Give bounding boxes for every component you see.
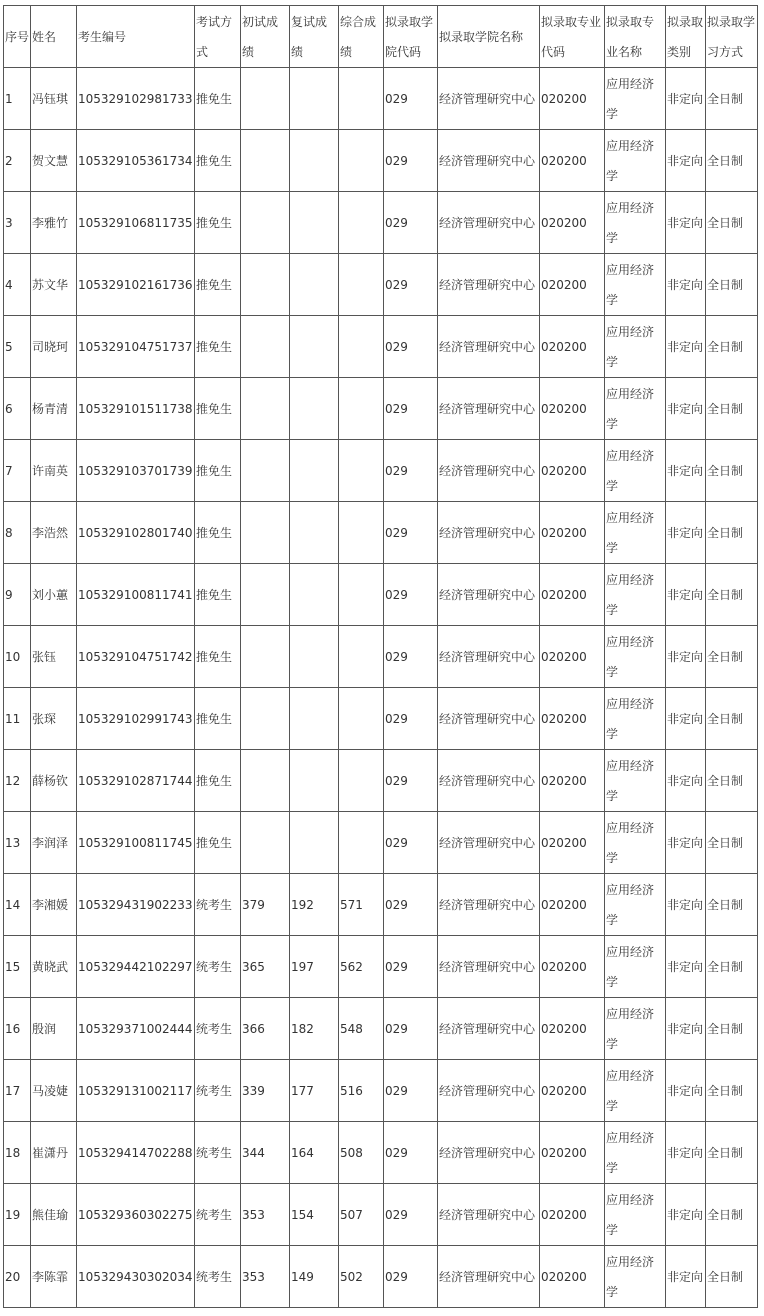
header-cell: 拟录取专业名称 [605, 6, 666, 68]
table-cell: 105329102871744 [77, 750, 195, 812]
table-cell: 崔潇丹 [31, 1122, 77, 1184]
table-cell [290, 254, 339, 316]
table-cell: 197 [290, 936, 339, 998]
table-cell: 非定向 [666, 378, 706, 440]
table-cell: 029 [384, 254, 438, 316]
table-cell: 全日制 [706, 130, 758, 192]
table-cell: 非定向 [666, 626, 706, 688]
table-cell: 7 [4, 440, 31, 502]
table-cell: 8 [4, 502, 31, 564]
table-cell: 经济管理研究中心 [438, 440, 540, 502]
table-cell: 105329106811735 [77, 192, 195, 254]
header-row [4, 6, 758, 68]
table-cell: 应用经济学 [605, 626, 666, 688]
table-cell [241, 68, 290, 130]
table-cell: 经济管理研究中心 [438, 688, 540, 750]
table-cell: 统考生 [195, 1060, 241, 1122]
table-cell: 020200 [540, 130, 605, 192]
table-cell [241, 626, 290, 688]
table-cell: 339 [241, 1060, 290, 1122]
table-row [4, 936, 758, 998]
table-cell: 516 [339, 1060, 384, 1122]
table-cell: 全日制 [706, 502, 758, 564]
table-cell [339, 564, 384, 626]
table-cell [339, 688, 384, 750]
table-cell: 164 [290, 1122, 339, 1184]
table-cell: 020200 [540, 936, 605, 998]
table-cell: 推免生 [195, 564, 241, 626]
table-cell: 全日制 [706, 1122, 758, 1184]
table-cell: 推免生 [195, 440, 241, 502]
table-cell: 经济管理研究中心 [438, 750, 540, 812]
table-cell: 029 [384, 998, 438, 1060]
table-cell: 经济管理研究中心 [438, 626, 540, 688]
table-cell: 16 [4, 998, 31, 1060]
table-cell: 17 [4, 1060, 31, 1122]
table-row [4, 750, 758, 812]
table-cell [290, 378, 339, 440]
table-cell: 薛杨钦 [31, 750, 77, 812]
table-row [4, 316, 758, 378]
table-cell: 应用经济学 [605, 998, 666, 1060]
table-cell [290, 192, 339, 254]
table-cell: 020200 [540, 626, 605, 688]
table-cell: 推免生 [195, 688, 241, 750]
table-cell: 应用经济学 [605, 874, 666, 936]
table-cell: 应用经济学 [605, 936, 666, 998]
table-cell: 非定向 [666, 936, 706, 998]
table-cell: 经济管理研究中心 [438, 130, 540, 192]
table-cell: 应用经济学 [605, 192, 666, 254]
table-cell: 029 [384, 626, 438, 688]
table-cell: 13 [4, 812, 31, 874]
table-cell: 马凌婕 [31, 1060, 77, 1122]
table-cell: 6 [4, 378, 31, 440]
header-cell: 序号 [4, 6, 31, 68]
table-cell: 105329102801740 [77, 502, 195, 564]
table-cell: 经济管理研究中心 [438, 316, 540, 378]
table-cell: 非定向 [666, 998, 706, 1060]
table-cell: 统考生 [195, 1184, 241, 1246]
table-cell [290, 626, 339, 688]
table-cell [339, 812, 384, 874]
table-cell: 353 [241, 1246, 290, 1308]
table-cell: 全日制 [706, 1060, 758, 1122]
table-cell: 经济管理研究中心 [438, 378, 540, 440]
table-row [4, 1246, 758, 1308]
table-cell: 029 [384, 750, 438, 812]
header-cell: 姓名 [31, 6, 77, 68]
table-cell: 029 [384, 1246, 438, 1308]
table-cell: 非定向 [666, 440, 706, 502]
table-cell: 182 [290, 998, 339, 1060]
table-cell [290, 316, 339, 378]
table-cell: 020200 [540, 316, 605, 378]
table-cell [339, 316, 384, 378]
table-cell: 020200 [540, 192, 605, 254]
table-cell: 18 [4, 1122, 31, 1184]
header-cell: 拟录取学院代码 [384, 6, 438, 68]
table-cell: 029 [384, 874, 438, 936]
table-cell [339, 626, 384, 688]
table-cell: 殷润 [31, 998, 77, 1060]
table-row [4, 254, 758, 316]
table-cell: 全日制 [706, 1184, 758, 1246]
table-cell: 366 [241, 998, 290, 1060]
header-cell: 复试成绩 [290, 6, 339, 68]
table-cell: 105329104751737 [77, 316, 195, 378]
table-cell: 029 [384, 1184, 438, 1246]
table-cell: 非定向 [666, 688, 706, 750]
table-cell: 029 [384, 68, 438, 130]
table-cell [241, 564, 290, 626]
table-cell: 推免生 [195, 192, 241, 254]
table-cell: 029 [384, 688, 438, 750]
table-cell: 020200 [540, 440, 605, 502]
table-cell: 杨青清 [31, 378, 77, 440]
table-cell: 应用经济学 [605, 688, 666, 750]
table-cell: 经济管理研究中心 [438, 1184, 540, 1246]
table-cell: 推免生 [195, 254, 241, 316]
table-cell: 全日制 [706, 750, 758, 812]
table-cell: 020200 [540, 502, 605, 564]
table-cell: 149 [290, 1246, 339, 1308]
table-cell: 统考生 [195, 998, 241, 1060]
table-cell: 105329442102297 [77, 936, 195, 998]
table-cell: 经济管理研究中心 [438, 936, 540, 998]
table-cell: 非定向 [666, 564, 706, 626]
table-cell: 经济管理研究中心 [438, 812, 540, 874]
table-cell: 548 [339, 998, 384, 1060]
table-cell: 推免生 [195, 502, 241, 564]
table-cell: 经济管理研究中心 [438, 1246, 540, 1308]
table-cell [241, 254, 290, 316]
table-cell: 全日制 [706, 564, 758, 626]
table-cell: 非定向 [666, 812, 706, 874]
table-cell: 020200 [540, 564, 605, 626]
table-cell: 029 [384, 192, 438, 254]
table-cell: 全日制 [706, 68, 758, 130]
table-cell: 105329431902233 [77, 874, 195, 936]
table-cell [241, 130, 290, 192]
table-cell: 029 [384, 130, 438, 192]
table-cell: 508 [339, 1122, 384, 1184]
table-cell: 非定向 [666, 316, 706, 378]
table-row [4, 564, 758, 626]
table-cell: 全日制 [706, 254, 758, 316]
header-cell: 拟录取类别 [666, 6, 706, 68]
table-cell: 19 [4, 1184, 31, 1246]
table-cell: 应用经济学 [605, 1122, 666, 1184]
table-cell: 推免生 [195, 626, 241, 688]
table-cell: 105329102981733 [77, 68, 195, 130]
table-cell: 105329105361734 [77, 130, 195, 192]
table-cell: 应用经济学 [605, 440, 666, 502]
admission-table [3, 5, 758, 1308]
header-cell: 拟录取专业代码 [540, 6, 605, 68]
table-cell: 应用经济学 [605, 564, 666, 626]
table-cell: 刘小蕙 [31, 564, 77, 626]
table-cell: 105329371002444 [77, 998, 195, 1060]
table-cell: 非定向 [666, 254, 706, 316]
table-cell: 非定向 [666, 502, 706, 564]
table-cell: 应用经济学 [605, 1060, 666, 1122]
table-cell: 应用经济学 [605, 130, 666, 192]
table-cell: 507 [339, 1184, 384, 1246]
table-cell: 经济管理研究中心 [438, 254, 540, 316]
table-cell: 经济管理研究中心 [438, 1122, 540, 1184]
table-cell: 经济管理研究中心 [438, 998, 540, 1060]
table-cell [241, 812, 290, 874]
table-cell: 应用经济学 [605, 812, 666, 874]
table-cell: 9 [4, 564, 31, 626]
table-cell: 全日制 [706, 936, 758, 998]
table-cell: 推免生 [195, 750, 241, 812]
table-cell: 4 [4, 254, 31, 316]
table-cell: 020200 [540, 1184, 605, 1246]
table-cell: 张琛 [31, 688, 77, 750]
table-cell: 177 [290, 1060, 339, 1122]
table-cell: 全日制 [706, 812, 758, 874]
table-cell: 029 [384, 502, 438, 564]
table-cell: 029 [384, 316, 438, 378]
table-cell: 020200 [540, 68, 605, 130]
table-cell: 571 [339, 874, 384, 936]
table-cell [290, 130, 339, 192]
table-cell: 192 [290, 874, 339, 936]
table-cell: 应用经济学 [605, 378, 666, 440]
table-cell [290, 750, 339, 812]
table-cell [339, 378, 384, 440]
table-cell [241, 192, 290, 254]
table-cell: 李雅竹 [31, 192, 77, 254]
table-cell: 029 [384, 812, 438, 874]
table-cell: 5 [4, 316, 31, 378]
table-cell: 推免生 [195, 68, 241, 130]
table-cell: 非定向 [666, 874, 706, 936]
table-row [4, 440, 758, 502]
table-cell: 020200 [540, 1246, 605, 1308]
table-cell [339, 130, 384, 192]
table-cell: 12 [4, 750, 31, 812]
table-row [4, 192, 758, 254]
table-cell: 应用经济学 [605, 750, 666, 812]
table-cell: 15 [4, 936, 31, 998]
table-cell: 020200 [540, 750, 605, 812]
table-cell: 推免生 [195, 812, 241, 874]
table-cell [339, 750, 384, 812]
table-row [4, 874, 758, 936]
table-cell [290, 502, 339, 564]
table-row [4, 626, 758, 688]
table-cell: 应用经济学 [605, 68, 666, 130]
table-row [4, 502, 758, 564]
table-cell: 非定向 [666, 192, 706, 254]
table-cell [290, 68, 339, 130]
table-cell: 029 [384, 1122, 438, 1184]
table-row [4, 812, 758, 874]
table-cell: 经济管理研究中心 [438, 564, 540, 626]
table-cell: 贺文慧 [31, 130, 77, 192]
table-cell: 统考生 [195, 1122, 241, 1184]
table-cell [241, 440, 290, 502]
table-row [4, 378, 758, 440]
table-cell: 全日制 [706, 1246, 758, 1308]
table-cell: 应用经济学 [605, 1184, 666, 1246]
table-cell: 105329102161736 [77, 254, 195, 316]
table-cell: 统考生 [195, 936, 241, 998]
table-cell: 非定向 [666, 1184, 706, 1246]
table-cell: 502 [339, 1246, 384, 1308]
table-cell: 020200 [540, 1060, 605, 1122]
table-cell: 应用经济学 [605, 502, 666, 564]
table-cell: 353 [241, 1184, 290, 1246]
table-cell: 365 [241, 936, 290, 998]
table-row [4, 1184, 758, 1246]
table-cell [241, 502, 290, 564]
table-cell: 非定向 [666, 750, 706, 812]
table-cell [339, 440, 384, 502]
table-cell: 020200 [540, 1122, 605, 1184]
table-cell [290, 440, 339, 502]
table-cell: 1 [4, 68, 31, 130]
table-cell: 经济管理研究中心 [438, 1060, 540, 1122]
table-cell: 统考生 [195, 1246, 241, 1308]
header-cell: 初试成绩 [241, 6, 290, 68]
table-cell: 许南英 [31, 440, 77, 502]
table-cell: 全日制 [706, 192, 758, 254]
table-cell: 李润泽 [31, 812, 77, 874]
table-row [4, 998, 758, 1060]
table-cell: 020200 [540, 378, 605, 440]
table-row [4, 688, 758, 750]
table-cell: 029 [384, 1060, 438, 1122]
table-cell: 推免生 [195, 316, 241, 378]
table-cell: 全日制 [706, 316, 758, 378]
table-cell: 经济管理研究中心 [438, 192, 540, 254]
table-cell: 应用经济学 [605, 316, 666, 378]
table-cell: 李浩然 [31, 502, 77, 564]
table-cell: 029 [384, 440, 438, 502]
table-cell: 11 [4, 688, 31, 750]
table-cell: 全日制 [706, 688, 758, 750]
table-cell [241, 378, 290, 440]
table-cell: 14 [4, 874, 31, 936]
table-cell: 105329101511738 [77, 378, 195, 440]
table-cell: 非定向 [666, 1060, 706, 1122]
table-cell [339, 502, 384, 564]
table-cell: 379 [241, 874, 290, 936]
table-cell: 562 [339, 936, 384, 998]
table-row [4, 1122, 758, 1184]
table-body [4, 68, 758, 1308]
table-cell: 全日制 [706, 440, 758, 502]
header-cell: 考生编号 [77, 6, 195, 68]
table-cell: 344 [241, 1122, 290, 1184]
table-cell: 全日制 [706, 626, 758, 688]
table-cell: 统考生 [195, 874, 241, 936]
table-cell: 非定向 [666, 1246, 706, 1308]
table-row [4, 130, 758, 192]
table-row [4, 1060, 758, 1122]
table-cell: 应用经济学 [605, 1246, 666, 1308]
table-cell: 非定向 [666, 68, 706, 130]
table-cell: 020200 [540, 254, 605, 316]
table-cell [241, 688, 290, 750]
table-cell: 105329131002117 [77, 1060, 195, 1122]
table-cell: 苏文华 [31, 254, 77, 316]
header-cell: 拟录取学习方式 [706, 6, 758, 68]
header-cell: 考试方式 [195, 6, 241, 68]
header-cell: 拟录取学院名称 [438, 6, 540, 68]
table-cell: 20 [4, 1246, 31, 1308]
table-cell: 非定向 [666, 130, 706, 192]
table-cell [241, 750, 290, 812]
table-cell: 全日制 [706, 378, 758, 440]
table-cell: 3 [4, 192, 31, 254]
table-cell [290, 688, 339, 750]
table-cell: 李陈霏 [31, 1246, 77, 1308]
table-cell: 105329430302034 [77, 1246, 195, 1308]
table-cell [339, 68, 384, 130]
table-cell [290, 564, 339, 626]
table-cell: 029 [384, 564, 438, 626]
table-cell: 10 [4, 626, 31, 688]
table-cell: 105329104751742 [77, 626, 195, 688]
table-cell: 司晓珂 [31, 316, 77, 378]
table-cell: 029 [384, 936, 438, 998]
table-cell: 李湘媛 [31, 874, 77, 936]
table-cell: 020200 [540, 688, 605, 750]
table-cell [339, 254, 384, 316]
table-cell: 经济管理研究中心 [438, 874, 540, 936]
table-cell: 020200 [540, 998, 605, 1060]
table-cell: 105329102991743 [77, 688, 195, 750]
table-cell: 经济管理研究中心 [438, 68, 540, 130]
table-cell [290, 812, 339, 874]
table-cell: 029 [384, 378, 438, 440]
table-cell: 020200 [540, 874, 605, 936]
table-cell: 黄晓武 [31, 936, 77, 998]
table-cell: 105329103701739 [77, 440, 195, 502]
table-cell: 推免生 [195, 130, 241, 192]
table-cell: 105329100811745 [77, 812, 195, 874]
table-cell: 熊佳瑜 [31, 1184, 77, 1246]
table-cell: 154 [290, 1184, 339, 1246]
table-cell: 非定向 [666, 1122, 706, 1184]
table-cell: 105329360302275 [77, 1184, 195, 1246]
table-cell [241, 316, 290, 378]
table-cell: 全日制 [706, 874, 758, 936]
table-cell [339, 192, 384, 254]
header-cell: 综合成绩 [339, 6, 384, 68]
table-cell: 冯钰琪 [31, 68, 77, 130]
table-cell: 105329414702288 [77, 1122, 195, 1184]
table-cell: 应用经济学 [605, 254, 666, 316]
table-cell: 推免生 [195, 378, 241, 440]
table-cell: 经济管理研究中心 [438, 502, 540, 564]
table-cell: 105329100811741 [77, 564, 195, 626]
table-cell: 020200 [540, 812, 605, 874]
table-cell: 全日制 [706, 998, 758, 1060]
table-row [4, 68, 758, 130]
table-cell: 2 [4, 130, 31, 192]
table-cell: 张钰 [31, 626, 77, 688]
